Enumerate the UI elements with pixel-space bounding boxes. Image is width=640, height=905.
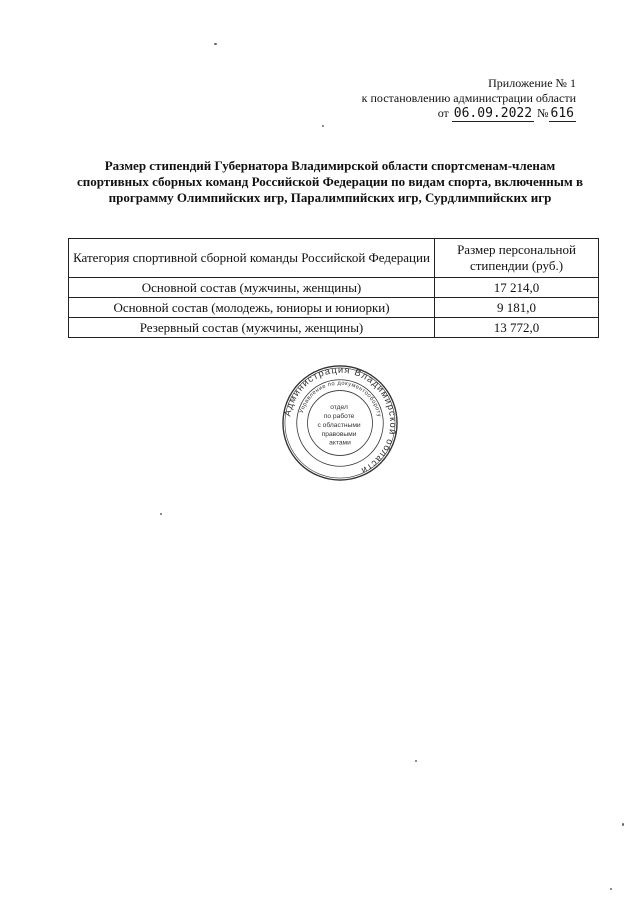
row-category: Основной состав (мужчины, женщины) (69, 278, 435, 298)
table-header-row (69, 239, 599, 278)
scan-speck (610, 888, 612, 890)
column-header-amount: Размер персональной стипендии (руб.) (435, 239, 599, 278)
appendix-date-line (362, 106, 576, 121)
seal-outer-text: Администрация Владимирской области (282, 364, 399, 477)
official-seal (281, 364, 399, 482)
scan-speck (160, 513, 162, 515)
scan-speck (322, 125, 324, 127)
table-row (69, 318, 599, 338)
scan-speck (415, 760, 417, 762)
appendix-header (362, 76, 576, 121)
resolution-number: 616 (550, 106, 574, 121)
resolution-date: 06.09.2022 (453, 106, 533, 121)
scan-speck (622, 823, 624, 826)
table-row (69, 298, 599, 318)
row-amount: 13 772,0 (435, 318, 599, 338)
date-prefix: от (437, 106, 449, 120)
appendix-resolution-label: к постановлению администрации области (361, 91, 576, 105)
column-header-category: Категория спортивной сборной команды Российской Федерации (69, 239, 435, 278)
row-amount: 9 181,0 (435, 298, 599, 318)
row-category: Резервный состав (мужчины, женщины) (69, 318, 435, 338)
seal-inner-text: Управление по документообороту (298, 380, 382, 418)
scan-speck (214, 43, 217, 45)
number-prefix: № (537, 106, 549, 120)
row-amount: 17 214,0 (435, 278, 599, 298)
document-title: Размер стипендий Губернатора Владимирской области спортсменам-членам спортивных сборных команд Российской Федерации по видам спорта, включенным в программу Олимпийских игр, Паралимпийских игр, Сурдлимпийских игр (76, 158, 584, 205)
table-row (69, 278, 599, 298)
appendix-label: Приложение № 1 (488, 76, 576, 90)
seal-center-text: отдел по работе с областными правовыми актами (317, 404, 361, 447)
stipend-table (68, 238, 599, 338)
row-category: Основной состав (молодежь, юниоры и юниорки) (69, 298, 435, 318)
